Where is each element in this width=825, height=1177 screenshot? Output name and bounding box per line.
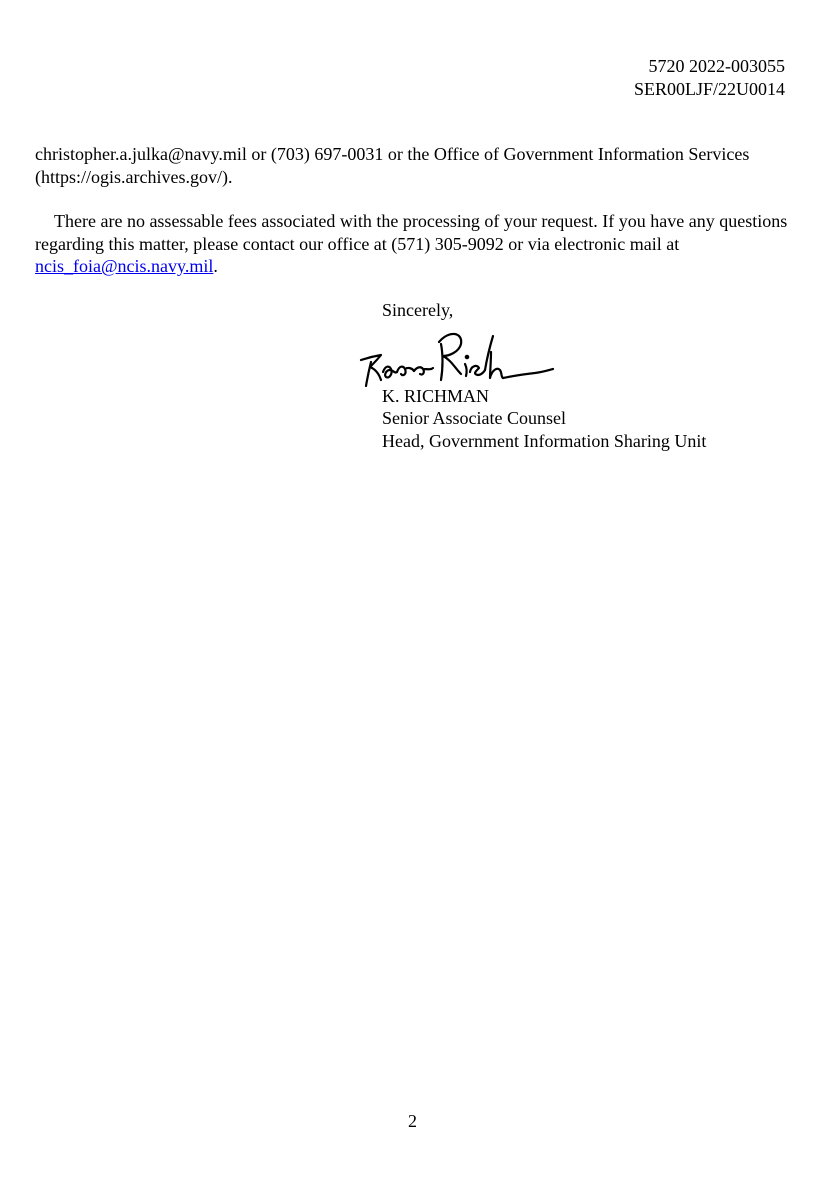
page-number: 2 bbox=[408, 1111, 417, 1131]
reference-number: 5720 2022-003055 bbox=[648, 56, 785, 76]
paragraph-fees-end: . bbox=[213, 256, 218, 276]
handwritten-signature bbox=[357, 322, 557, 387]
paragraph-fees-text: There are no assessable fees associated with the processing of your request. If you have any questions regarding this matter, please contact our office at (571) 305-9092 or via electronic mail at bbox=[35, 211, 788, 254]
paragraph-fees bbox=[35, 210, 795, 278]
document-reference-block bbox=[560, 55, 785, 100]
foia-email-link[interactable]: ncis_foia@ncis.navy.mil bbox=[35, 256, 214, 276]
paragraph-contact-info: christopher.a.julka@navy.mil or (703) 697-0031 or the Office of Government Information Services (https://ogis.archives.gov/). bbox=[35, 144, 750, 187]
serial-number: SER00LJF/22U0014 bbox=[633, 78, 785, 99]
signature-block bbox=[382, 299, 802, 452]
closing-salutation: Sincerely, bbox=[382, 300, 454, 320]
signer-name: K. RICHMAN bbox=[382, 385, 490, 406]
signer-unit: Head, Government Information Sharing Unit bbox=[382, 430, 707, 451]
signer-title: Senior Associate Counsel bbox=[382, 408, 566, 428]
